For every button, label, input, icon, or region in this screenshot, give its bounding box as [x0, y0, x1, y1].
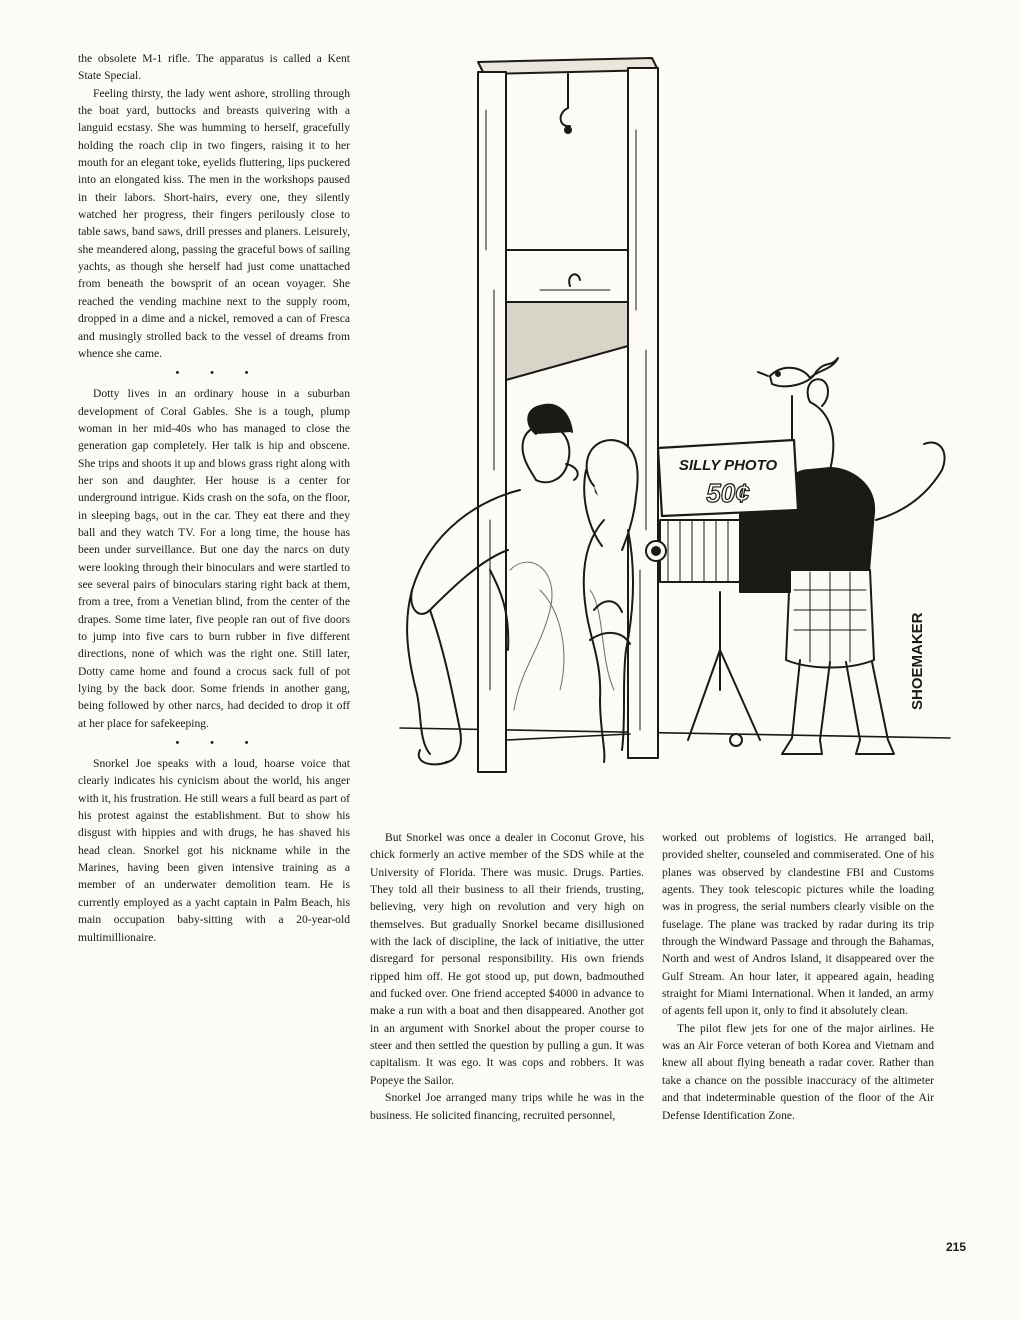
hook-icon	[561, 74, 571, 133]
camera-icon	[646, 510, 790, 746]
sign-line-2: 50¢	[706, 478, 750, 508]
paragraph: Snorkel Joe arranged many trips while he was in the business. He solicited financing, recruited personnel,	[370, 1091, 644, 1122]
paragraph: The pilot flew jets for one of the major airlines. He was an Air Force veteran of both Korea and Vietnam and knew all about flying beneath a radar cover. Rather than take a chance on the possible inaccuracy of the altimeter and that indeterminable question of the floor of the Air Defense Identification Zone.	[662, 1021, 934, 1122]
page-number: 215	[946, 1240, 967, 1254]
cartoon-illustration	[390, 50, 970, 790]
left-text-column	[78, 50, 350, 946]
section-separator: • • •	[175, 367, 263, 380]
middle-text-column	[370, 829, 644, 1124]
section-separator: • • •	[175, 737, 263, 750]
paragraph: Dotty lives in an ordinary house in a suburban development of Coral Gables. She is a tough, plump woman in her mid-40s who has managed to close the generation gap completely. Her talk is hip and obscene. She trips and shoots it up and blows grass right along with her son and daughter. Her house is a center for underground intrigue. Kids crash on the sofa, on the floor, in sleeping bags, out in the car. They eat there and they ball and they watch TV. For a long time, the house has been under surveillance. But one day the narcs on duty were looking through their binoculars and were startled to see several pairs of binoculars staring right back at them, from a tree, from a Venetian blind, from the center of the drapes. Some time later, five people ran out of five doors to jump into five cars to burn rubber in five different directions, none of which was the right one. Still later, Dotty came home and found a crocus sack full of pot lying by the back door. Some friends in another gang, being followed by other narcs, had decided to drop it off at her place for safekeeping.	[78, 387, 350, 730]
paragraph: worked out problems of logistics. He arranged bail, provided shelter, counseled and commiserated. One of his planes was observed by clandestine FBI and Customs agents. They took telescopic pictures while the loading was in progress, the serial numbers clearly visible on the fuselage. The plane was tracked by radar during its trip through the Windward Passage and through the Bahamas, North and west of Andros Island, it disappeared over the Gulf Stream. An hour later, it appeared again, heading straight for Miami International. When it landed, an army of agents fell upon it, only to find it absolutely clean.	[662, 831, 934, 1018]
guillotine-frame	[478, 58, 658, 772]
paragraph: But Snorkel was once a dealer in Coconut Grove, his chick formerly an active member of the SDS while at the University of Florida. There was music. Drugs. Parties. They told all their business to all their friends, trusting, believing, very high on revolution and very high on themselves. But gradually Snorkel became disillusioned with the lack of discipline, the lack of initiative, the utter disregard for personal responsibility. His own friends ripped him off. He got stood up, put down, badmouthed and fucked over. One friend accepted $4000 in advance to make a run with a boat and then disappeared. Another got in an argument with Snorkel about the proper course to steer and then settled the question by pulling a gun. It was capitalism. It was ego. It was cops and robbers. It was Popeye the Sailor.	[370, 831, 644, 1087]
paragraph: Snorkel Joe speaks with a loud, hoarse voice that clearly indicates his cynicism about the world, his anger with it, his frustration. He still wears a full beard as part of his protest against the establishment. But to show his disgust with hippies and with drugs, he has shaved his head clean. Snorkel got his nickname while in the Marines, having been given intensive training as a member of an underwater demolition team. He is currently employed as a yacht captain in Palm Beach, his main occupation baby-sitting with a 20-year-old multimillionaire.	[78, 757, 350, 944]
artist-signature: SHOEMAKER	[909, 612, 926, 710]
silly-photo-sign	[658, 440, 798, 516]
paragraph: Feeling thirsty, the lady went ashore, strolling through the boat yard, buttocks and breasts quivering with a languid ecstasy. She was humming to herself, gracefully holding the roach clip in two fingers, raising it to her mouth for an elegant toke, eyelids fluttering, lips puckered into an elongated kiss. The men in the workshops paused in their labors. Short-hairs, every one, they silently watched her progress, their fingers perilously close to table saws, band saws, drill presses and planers. Leisurely, she meandered along, passing the graceful bows of sailing yachts, as though she herself had just come unattached from beneath the bowsprit of an ocean voyager. She reached the vending machine next to the supply room, dropped in a dime and a nickel, removed a can of Fresca and musingly strolled back to the vessel of dreams from whence she came.	[78, 86, 350, 360]
guillotine-blade	[506, 250, 628, 380]
right-text-column	[662, 829, 934, 1124]
paragraph: the obsolete M-1 rifle. The apparatus is called a Kent State Special.	[78, 52, 350, 83]
sign-line-1: SILLY PHOTO	[678, 457, 778, 474]
